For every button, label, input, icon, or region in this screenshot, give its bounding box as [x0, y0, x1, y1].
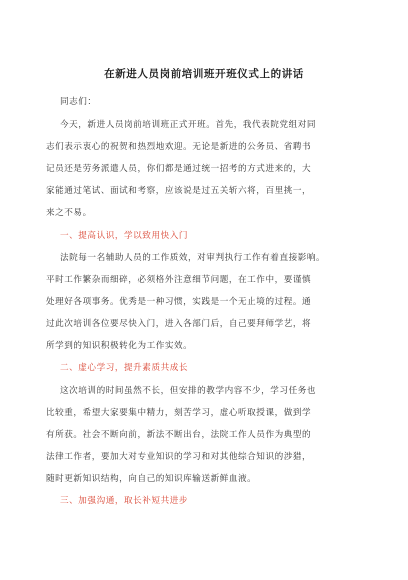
paragraph-line: 法院每一名辅助人员的工作质效，对审判执行工作有着直接影响。 [60, 253, 326, 263]
section-heading: 二、虚心学习，提升素质共成长 [60, 363, 189, 373]
paragraph-line: 法律工作者，要加大对专业知识的学习和对其他综合知识的涉猎， [46, 452, 312, 462]
paragraph-line: 处理好各项事务。优秀是一种习惯，实践是一个无止境的过程。通 [46, 297, 312, 307]
paragraph-line: 过此次培训各位要尽快入门，进入各部门后，自己要拜师学艺，将 [46, 319, 312, 329]
paragraph-line: 志们表示衷心的祝贺和热烈地欢迎。无论是新进的公务员、省聘书 [46, 142, 312, 152]
paragraph-line: 记员还是劳务派遣人员，你们都是通过统一招考的方式进来的，大 [46, 164, 312, 174]
section-heading: 三、加强沟通，取长补短共进步 [60, 496, 189, 506]
paragraph-line: 随时更新知识结构，向自己的知识库输送新鲜血液。 [46, 474, 257, 484]
paragraph-line: 这次培训的时间虽然不长，但安排的教学内容不少，学习任务也 [60, 386, 317, 396]
section-heading: 一、提高认识，学以致用快入门 [60, 231, 189, 241]
paragraph-line: 比较重，希望大家要集中精力，刻苦学习，虚心听取授课，做到学 [46, 408, 312, 418]
document-title: 在新进人员岗前培训班开班仪式上的讲话 [104, 68, 304, 80]
paragraph-line: 今天，新进人员岗前培训班正式开班。首先，我代表院党组对同 [60, 120, 317, 130]
paragraph-line: 有所获。社会不断向前，新法不断出台，法院工作人员作为典型的 [46, 430, 312, 440]
paragraph-line: 家能通过笔试、面试和考察，应该说是过五关斩六将，百里挑一， [46, 186, 312, 196]
paragraph-line: 来之不易。 [46, 208, 92, 218]
salutation: 同志们： [60, 97, 97, 107]
paragraph-line: 所学到的知识积极转化为工作实效。 [46, 341, 193, 351]
paragraph-line: 平时工作繁杂而细碎，必须格外注意细节问题，在工作中，要谨慎 [46, 275, 312, 285]
